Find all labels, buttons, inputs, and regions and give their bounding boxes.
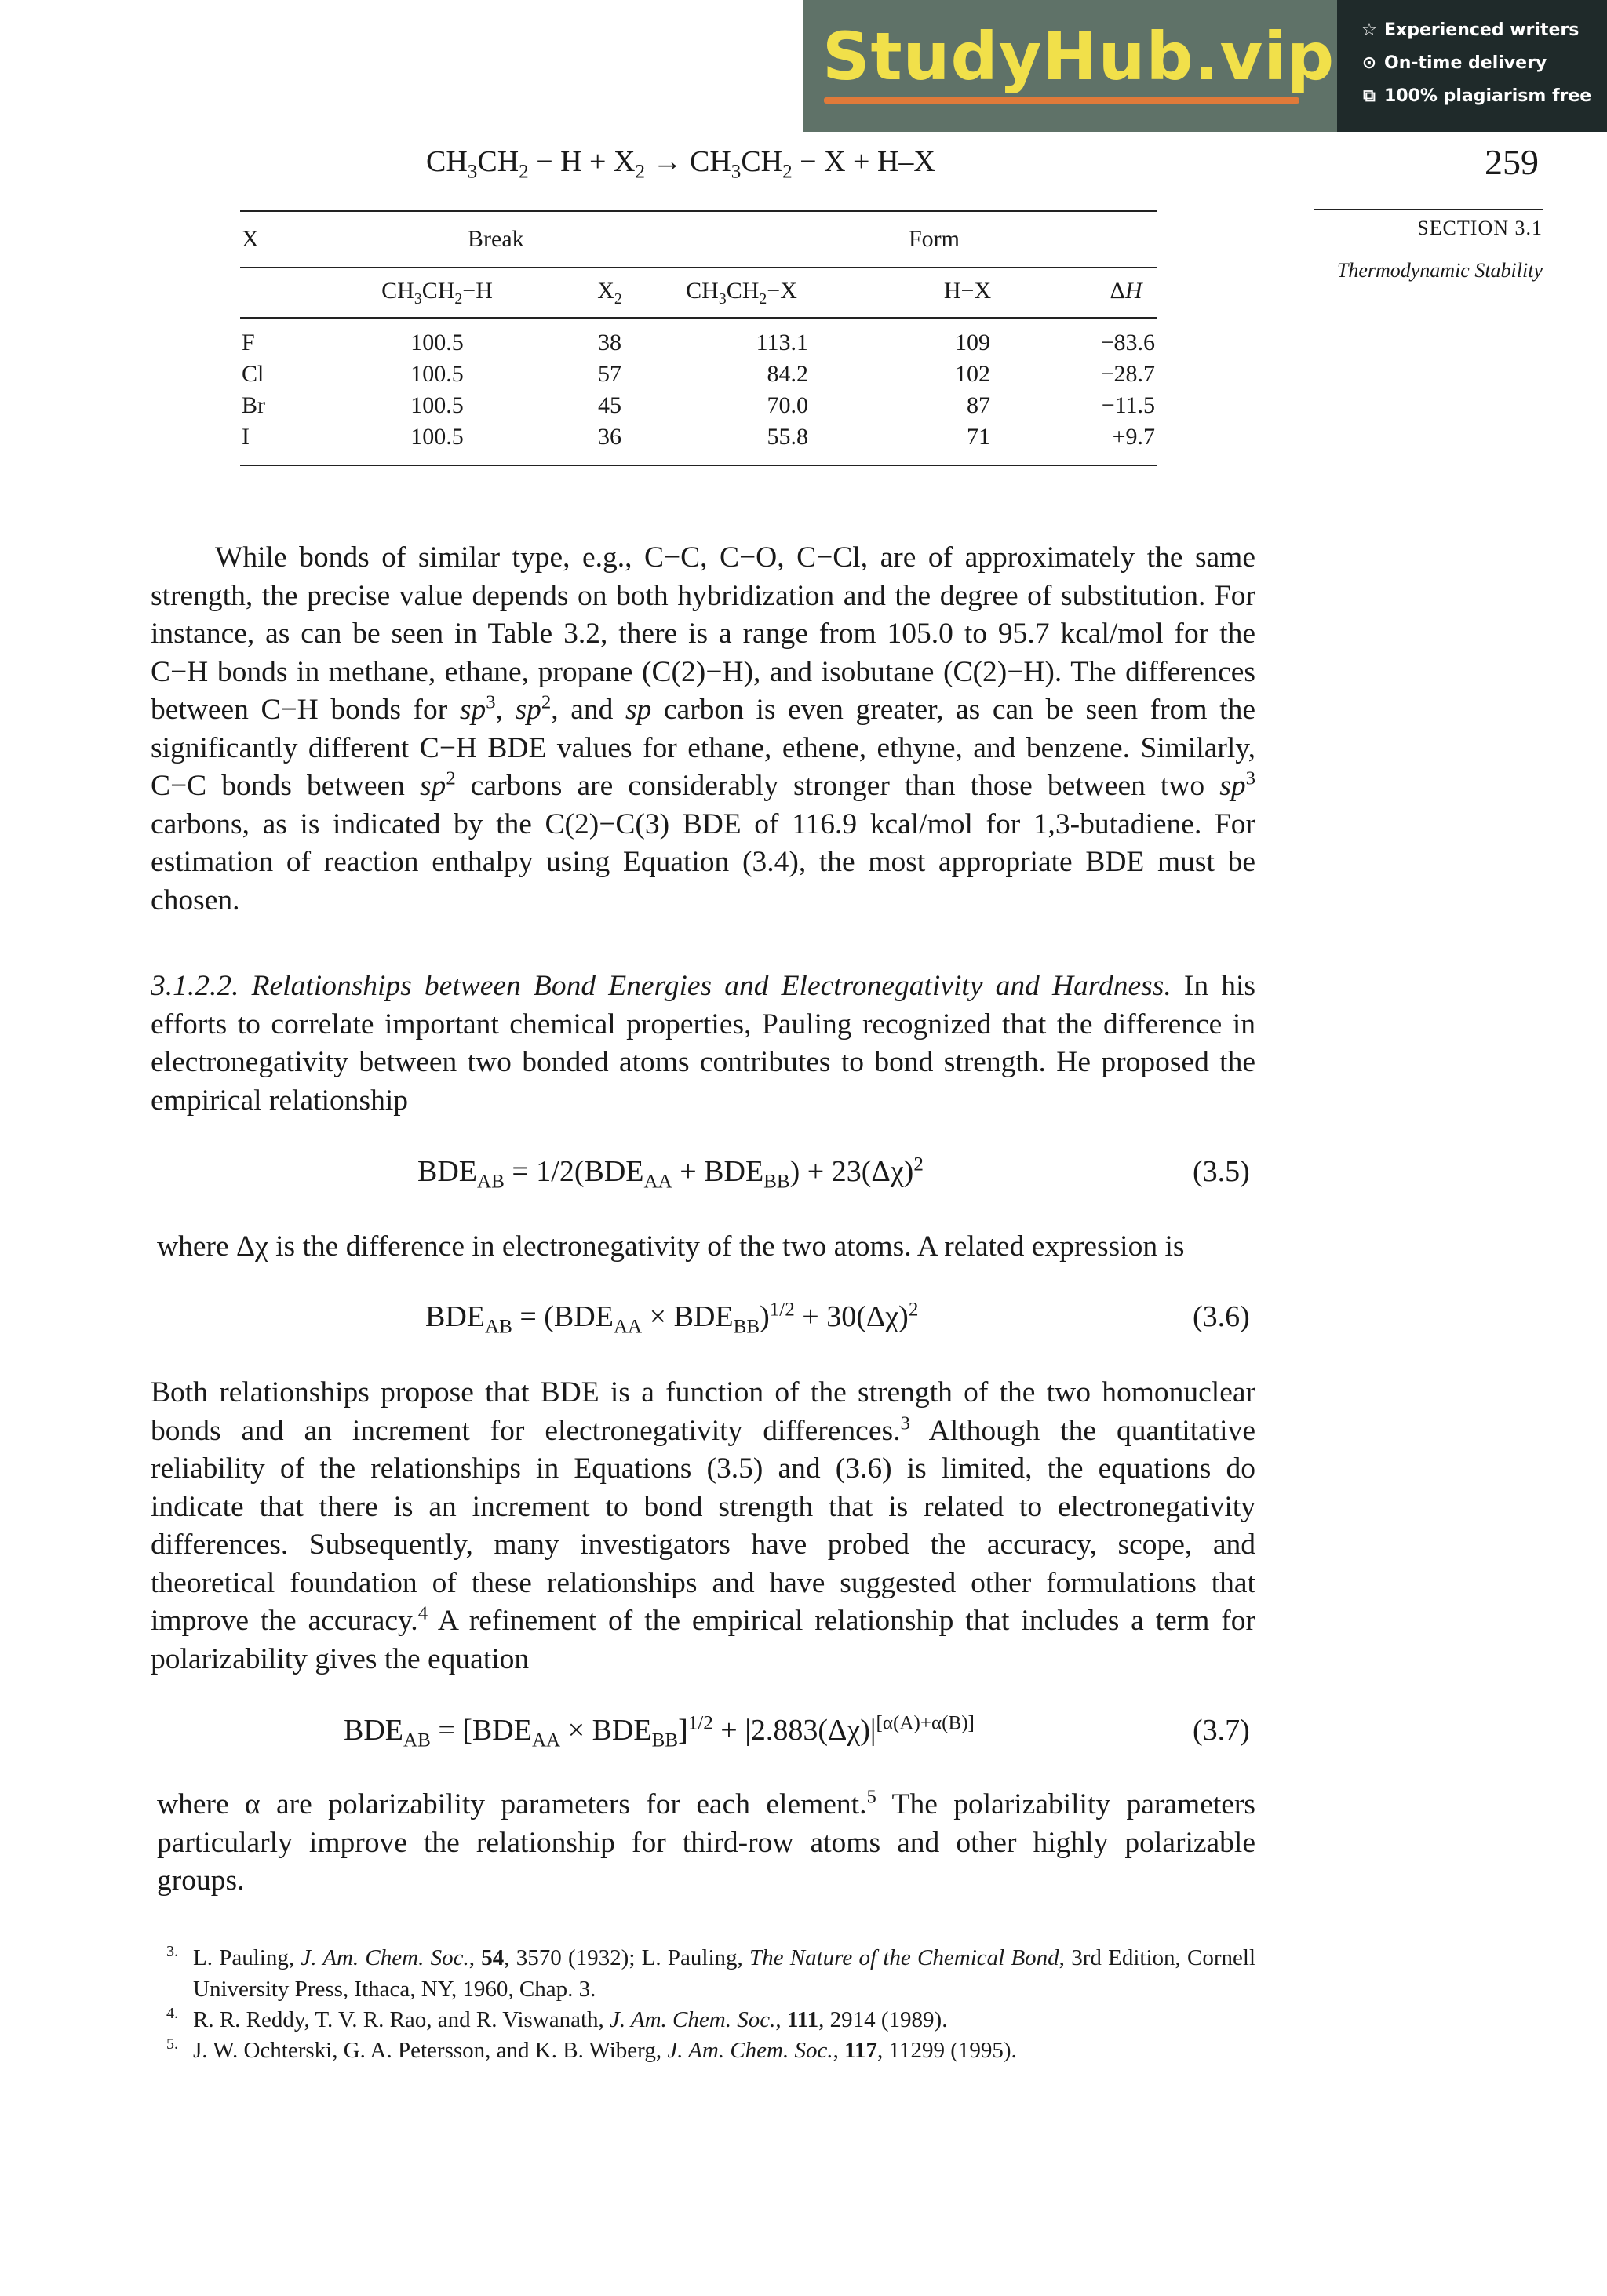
table-cell: 102: [955, 361, 990, 387]
table-cell: 84.2: [767, 361, 808, 387]
paragraph-delta-chi: where Δχ is the difference in electronegativity of the two atoms. A related expression is: [157, 1230, 1185, 1263]
table-row-label: F: [242, 330, 255, 355]
header-x: X: [242, 226, 259, 252]
table-cell: 55.8: [767, 424, 808, 450]
footnote-3: L. Pauling, J. Am. Chem. Soc., 54, 3570 (1932); L. Pauling, The Nature of the Chemical Bond, 3rd Edition, Cornell University Press, Ithaca, NY, 1960, Chap. 3.: [193, 1945, 1255, 2002]
badge-on-time-delivery: ⊙ On-time delivery: [1359, 53, 1547, 73]
footnote-mark: 4.: [166, 2005, 178, 2022]
table-cell: −83.6: [1100, 330, 1155, 355]
paragraph-hybridization: While bonds of similar type, e.g., C−C, C−O, C−Cl, are of approximately the same strength, the precise value depends on both hybridization and the degree of substitution. For instance, as can be seen in Table 3.2, there is a range from 105.0 to 95.7 kcal/mol for the C−H bonds in methane, ethane, propane (C(2)−H), and isobutane (C(2)−H). The differences between C−H bonds for $sp^3$, $sp^2$, and sp carbon is even greater, as can be seen from the significantly different C−H BDE values for ethane, ethene, ethyne, and benzene. Similarly, C−C bonds between $sp^2$ carbons are considerably stronger than those between two $sp^3$ carbons, as is indicated by the C(2)−C(3) BDE of 116.9 kcal/mol for 1,3-butadiene. For estimation of reaction enthalpy using Equation (3.4), the most appropriate BDE must be chosen.: [151, 541, 1255, 917]
section-label: SECTION 3.1: [1417, 217, 1543, 239]
table-cell: 100.5: [410, 424, 464, 450]
section-title: Thermodynamic Stability: [1336, 259, 1543, 282]
equation-number-3-5: (3.5): [1193, 1155, 1250, 1188]
equation-3-5: $BDE_{AB} = 1/2(BDE_{AA} + BDE_{BB}) + 23(\Delta\chi)^2$: [417, 1153, 924, 1193]
table-row-label: Cl: [242, 361, 264, 387]
footnote-5: J. W. Ochterski, G. A. Petersson, and K. B. Wiberg, J. Am. Chem. Soc., 117, 11299 (1995).: [193, 2038, 1017, 2063]
star-icon: ☆: [1361, 20, 1377, 40]
equation-3-6: $BDE_{AB} = (BDE_{AA} \times BDE_{BB})^{1/2} + 30(\Delta\chi)^2$: [425, 1299, 919, 1338]
col-x2: $X_2$: [597, 278, 622, 308]
table-mid-rule: [240, 267, 1157, 268]
equation-number-3-7: (3.7): [1193, 1714, 1250, 1747]
header-break: Break: [468, 226, 524, 252]
table-row-label: I: [242, 424, 250, 450]
reaction-equation: $CH_3CH_2 - H + X_2 \to CH_3CH_2 - X + H-X$: [426, 145, 935, 183]
table-cell: 100.5: [410, 330, 464, 355]
table-cell: 71: [967, 424, 990, 450]
equation-3-7: $BDE_{AB} = [BDE_{AA} \times BDE_{BB}]^{1/2} + |2.883(\Delta\chi)|[\alpha(A)+\alpha(B)]$: [344, 1712, 975, 1751]
header-form: Form: [909, 226, 960, 252]
paragraph-electronegativity: 3.1.2.2. Relationships between Bond Energies and Electronegativity and Hardness. In his efforts to correlate important chemical properties, Pauling recognized that the difference in electronegativity between two bonded atoms contributes to bond strength. He proposed the empirical relationship: [151, 970, 1256, 1117]
table-cell: +9.7: [1112, 424, 1155, 450]
feature-badges: [1337, 0, 1607, 132]
footnote-mark: 3.: [166, 1943, 178, 1960]
table-cell: 100.5: [410, 392, 464, 418]
table-cell: 45: [598, 392, 621, 418]
table-top-rule: [240, 210, 1157, 212]
col-h-x: H−X: [943, 278, 992, 304]
table-cell: 113.1: [756, 330, 808, 355]
paragraph-polarizability: where α are polarizability parameters for each element.$^5$ The polarizability parameters particularly improve the relationship for third-row atoms and other highly polarizable groups.: [157, 1786, 1255, 1897]
subsection-heading: 3.1.2.2. Relationships between Bond Energies and Electronegativity and Hardness.: [151, 970, 1172, 1002]
col-ch3ch2-h: $CH_3CH_2-H$: [381, 278, 493, 308]
table-cell: −28.7: [1100, 361, 1155, 387]
table-cell: 57: [598, 361, 621, 387]
equation-number-3-6: (3.6): [1193, 1300, 1250, 1333]
studyhub-logo[interactable]: StudyHub.vip: [822, 18, 1336, 95]
footnote-4: R. R. Reddy, T. V. R. Rao, and R. Viswanath, J. Am. Chem. Soc., 111, 2914 (1989).: [193, 2007, 948, 2032]
footnote-mark: 5.: [166, 2035, 178, 2053]
table-cell: 70.0: [767, 392, 808, 418]
clock-icon: ⊙: [1361, 53, 1377, 73]
paragraph-relationships: Both relationships propose that BDE is a function of the strength of the two homonuclear bonds and an increment for electronegativity differences.$^3$ Although the quantitative reliability of the relationships in Equations (3.5) and (3.6) is limited, the equations do indicate that there is an increment to bond strength that is related to electronegativity differences. Subsequently, many investigators have probed the accuracy, scope, and theoretical foundation of these relationships and have suggested other formulations that improve the accuracy.$^4$ A refinement of the empirical relationship that includes a term for polarizability gives the equation: [151, 1376, 1256, 1675]
logo-underline: [824, 97, 1299, 104]
copy-check-icon: ⧉: [1363, 86, 1376, 106]
table-bottom-rule: [240, 465, 1157, 466]
badge-experienced-writers: ☆ Experienced writers: [1359, 20, 1579, 40]
studyhub-banner[interactable]: [804, 0, 1607, 132]
table-cell: 100.5: [410, 361, 464, 387]
table-cell: 109: [955, 330, 990, 355]
table-header-rule: [240, 317, 1157, 319]
table-cell: 36: [598, 424, 621, 450]
table-row-label: Br: [242, 392, 265, 418]
sidebar-rule: [1314, 209, 1543, 210]
table-cell: −11.5: [1101, 392, 1155, 418]
table-cell: 38: [598, 330, 621, 355]
table-cell: 87: [967, 392, 990, 418]
col-delta-h: ΔH: [1110, 278, 1142, 304]
page-number: 259: [1485, 142, 1539, 182]
col-ch3ch2-x: $CH_3CH_2-X$: [686, 278, 797, 308]
badge-plagiarism-free: ⧉ 100% plagiarism free: [1359, 86, 1591, 106]
